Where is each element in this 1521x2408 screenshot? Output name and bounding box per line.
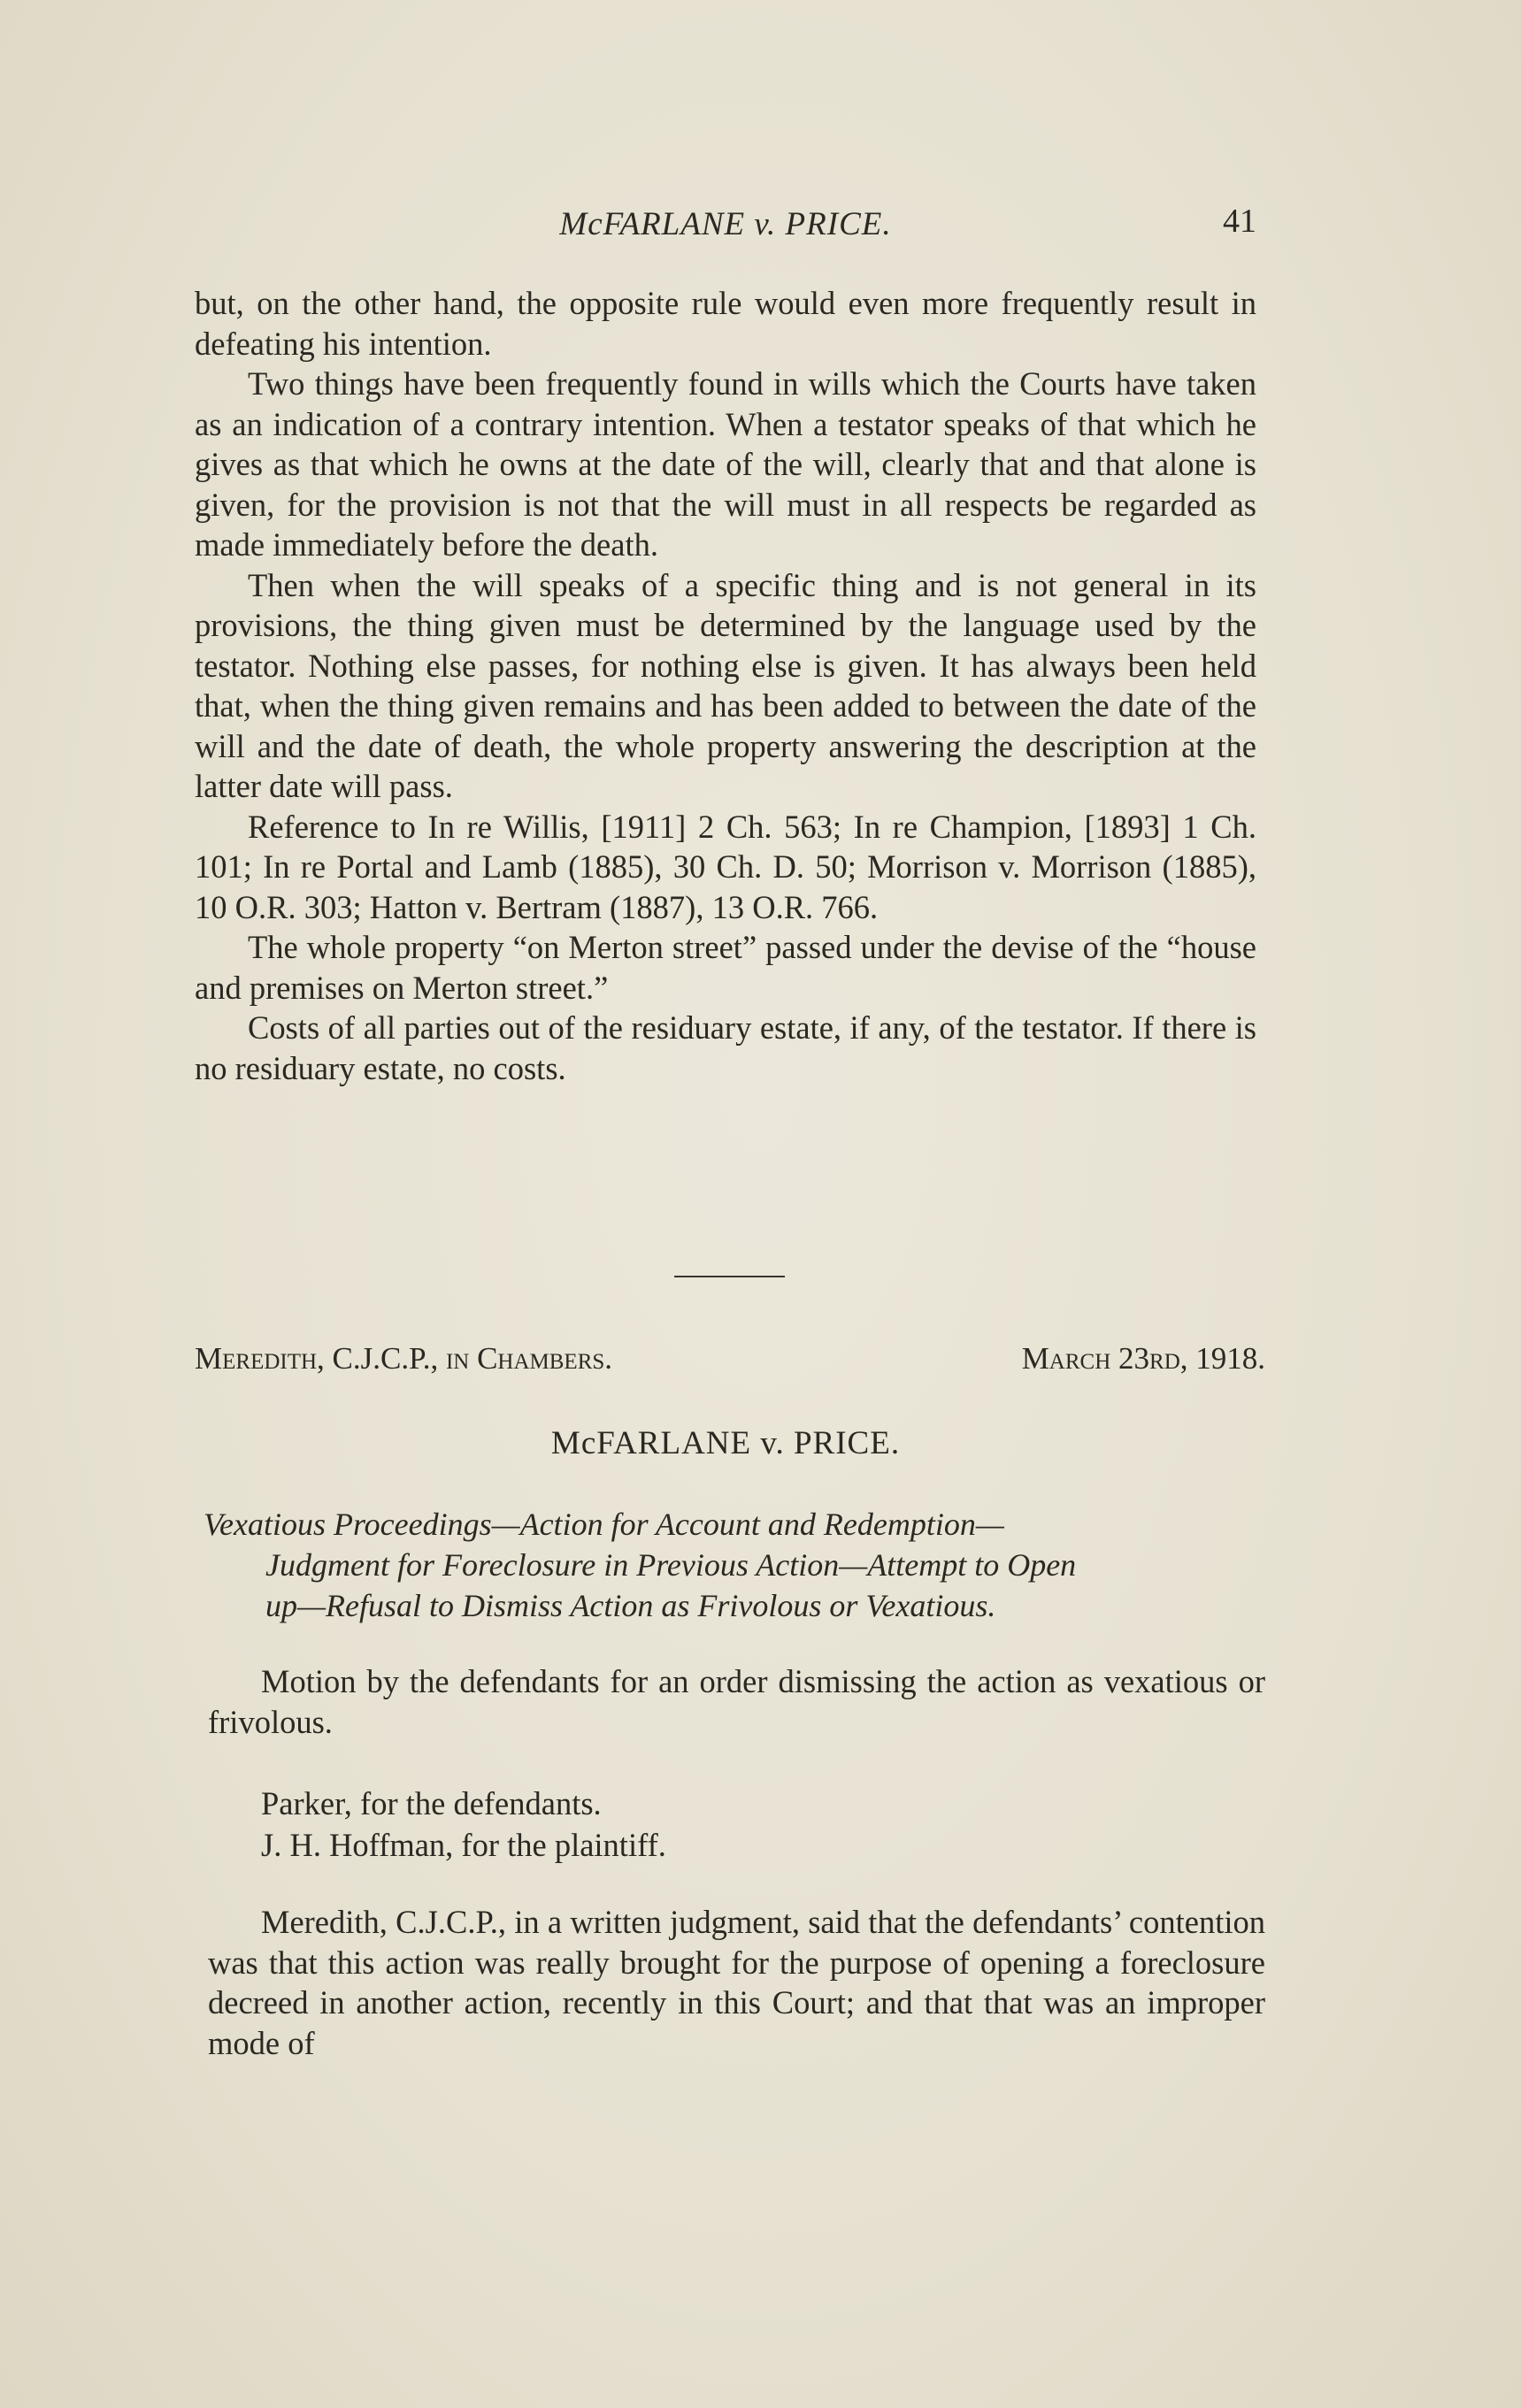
- motion-paragraph: Motion by the defendants for an order dismissing the action as vexatious or frivolous.: [208, 1663, 1265, 1740]
- counsel-entry: J. H. Hoffman, for the plaintiff.: [261, 1827, 666, 1863]
- paragraph: Reference to In re Willis, [1911] 2 Ch. 563; In re Champion, [1893] 1 Ch. 101; In re Portal and Lamb (1885), 30 Ch. D. 50; Morrison v. Morrison (1885), 10 O.R. 303; Hatton v. Bertram (1887), 13 O.R. 766.: [195, 808, 1256, 925]
- page-header: [195, 202, 1256, 255]
- paragraph: The whole property “on Merton street” passed under the devise of the “house and premises on Merton street.”: [195, 929, 1256, 1006]
- previous-case-text: [195, 283, 1256, 1088]
- paragraph: Then when the will speaks of a specific thing and is not general in its provisions, the thing given must be determined by the language used by the testator. Nothing else passes, for nothing else is given. It has always been held that, when the thing given remains and has been added to between the date of the will and the date of death, the whole property answering the description at the latter date will pass.: [195, 566, 1256, 804]
- paragraph: Two things have been frequently found in wills which the Courts have taken as an indication of a contrary intention. When a testator speaks of that which he gives as that which he owns at the date of the will, clearly that and that alone is given, for the provision is not that the will must in all respects be regarded as made immediately before the death.: [195, 365, 1256, 563]
- page-number: 41: [1223, 203, 1256, 240]
- section-divider: [674, 1276, 785, 1277]
- counsel-list: [208, 1783, 1265, 1866]
- paragraph: Costs of all parties out of the residuary estate, if any, of the testator. If there is no residuary estate, no costs.: [195, 1009, 1256, 1086]
- case-title: McFARLANE v. PRICE.: [550, 1425, 901, 1461]
- counsel-entry: Parker, for the defendants.: [261, 1785, 602, 1821]
- judgment-paragraph: Meredith, C.J.C.P., in a written judgment, said that the defendants’ contention was that this action was really brought for the purpose of opening a foreclosure decreed in another action, recently in this Court; and that that was an improper mode of: [208, 1904, 1265, 2061]
- paragraph: but, on the other hand, the opposite rule would even more frequently result in defeating his intention.: [195, 285, 1256, 362]
- headnote-line: Judgment for Foreclosure in Previous Action—Attempt to Open: [265, 1547, 1077, 1583]
- running-title: McFARLANE v. PRICE.: [559, 206, 892, 242]
- case-date: March 23rd, 1918.: [1021, 1341, 1265, 1376]
- headnote-line: Vexatious Proceedings—Action for Account and Redemption—: [204, 1507, 1004, 1542]
- headnote: [204, 1504, 1265, 1626]
- judge-court: Meredith, C.J.C.P., in Chambers.: [195, 1341, 613, 1376]
- case-header-line: [195, 1341, 1265, 1382]
- headnote-line: up—Refusal to Dismiss Action as Frivolous or Vexatious.: [265, 1588, 996, 1623]
